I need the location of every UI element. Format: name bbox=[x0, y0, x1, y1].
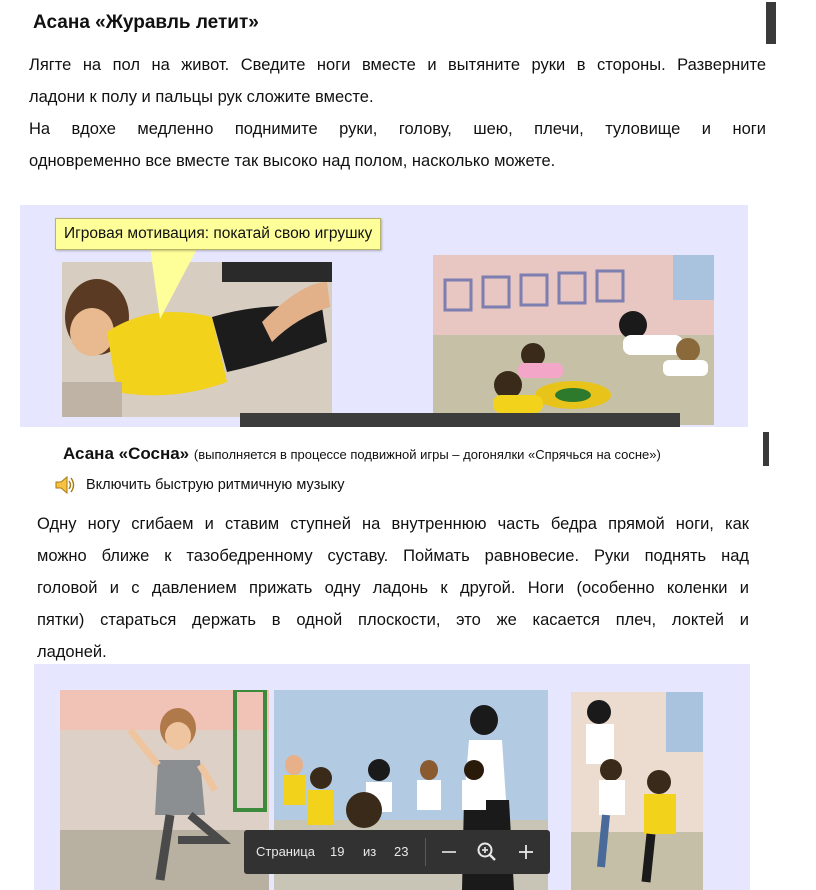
section1-paragraph2 bbox=[29, 113, 766, 177]
section2-title-text: Асана «Сосна» bbox=[63, 444, 190, 463]
page-total: 23 bbox=[394, 844, 409, 859]
motivation-callout: Игровая мотивация: покатай свою игрушку bbox=[55, 218, 381, 250]
text-line: пятки) стараться держать в одной плоскости, это же касается плеч, локтей и bbox=[37, 611, 749, 629]
text-line: На вдохе медленно поднимите руки, голову, шею, плечи, туловище и ноги bbox=[29, 120, 766, 138]
photo-group-crane-pose bbox=[433, 255, 714, 425]
page-divider-strip bbox=[240, 413, 680, 427]
photo-teacher-tree-pose bbox=[571, 692, 703, 890]
photo-girl-tree-pose bbox=[60, 690, 269, 890]
page-current-input[interactable]: 19 bbox=[330, 844, 345, 859]
text-line: одновременно все вместе так высоко над полом, насколько можете. bbox=[29, 152, 556, 170]
page-toolbar bbox=[244, 830, 550, 874]
speaker-icon[interactable] bbox=[54, 475, 76, 495]
section1-title: Асана «Журавль летит» bbox=[33, 12, 259, 33]
section2-subtitle: (выполняется в процессе подвижной игры – догонялки «Спрячься на сосне») bbox=[193, 447, 661, 462]
zoom-button[interactable] bbox=[473, 838, 501, 866]
section2-title bbox=[63, 444, 661, 464]
text-line: можно ближе к тазобедренному суставу. Поймать равновесие. Руки поднять над bbox=[37, 547, 749, 565]
toolbar-separator bbox=[425, 838, 426, 866]
text-line: Лягте на пол на живот. Сведите ноги вместе и вытяните руки в стороны. Разверните bbox=[29, 56, 766, 74]
text-line: ладони к полу и пальцы рук сложите вместе. bbox=[29, 88, 374, 106]
margin-marker bbox=[763, 432, 769, 466]
plus-icon bbox=[512, 838, 540, 866]
section2-paragraph bbox=[37, 508, 749, 668]
magnifier-plus-icon bbox=[473, 838, 501, 866]
minus-icon bbox=[435, 838, 463, 866]
text-line: ладоней. bbox=[37, 643, 107, 661]
text-line: головой и с давлением прижать одну ладонь к другой. Ноги (особенно коленки и bbox=[37, 579, 749, 597]
section1-paragraph1 bbox=[29, 49, 766, 113]
callout-pointer bbox=[150, 247, 198, 319]
page-label: Страница bbox=[256, 844, 315, 859]
music-link[interactable]: Включить быструю ритмичную музыку bbox=[86, 477, 345, 493]
text-line: Одну ногу сгибаем и ставим ступней на внутреннюю часть бедра прямой ноги, как bbox=[37, 515, 749, 533]
zoom-out-button[interactable] bbox=[435, 838, 463, 866]
margin-marker bbox=[766, 2, 776, 44]
page-of-label: из bbox=[363, 844, 377, 859]
zoom-in-button[interactable] bbox=[512, 838, 540, 866]
